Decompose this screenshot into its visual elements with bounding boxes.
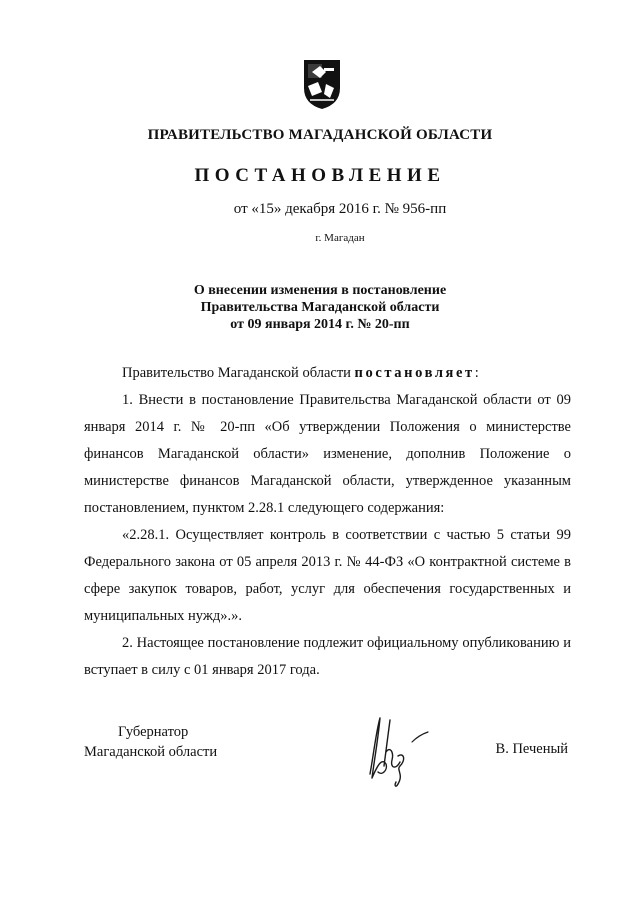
item-2-paragraph: 2. Настоящее постановление подлежит официальному опубликованию и вступает в силу с 01 января 2017 года. [84, 635, 571, 678]
document-type-heading: ПОСТАНОВЛЕНИЕ [194, 165, 446, 186]
item-1-paragraph: 1. Внести в постановление Правительства Магаданской области от 09 января 2014 г. № 20-пп «Об утверждении Положения о министерстве финансов Магаданской области» изменение, дополнив Положение о министерстве финансов Магаданской области, утвержденное указанным постановлением, пунктом 2.28.1 следующего содержания: [84, 392, 571, 516]
handwritten-signature [360, 712, 432, 792]
subject-line: от 09 января 2014 г. № 20-пп [230, 317, 410, 332]
magadan-region-emblem-icon [300, 58, 344, 110]
signatory-title-line: Магаданской области [84, 744, 218, 760]
subject-line: О внесении изменения в постановление [193, 283, 447, 298]
item-1-quote-paragraph: «2.28.1. Осуществляет контроль в соответствии с частью 5 статьи 99 Федерального закона от 05 апреля 2013 г. № 44-ФЗ «О контрактной системе в сфере закупок товаров, работ, услуг для обеспечения государственных и муниципальных нужд».». [84, 527, 571, 624]
intro-paragraph [84, 360, 571, 387]
intro-prefix: Правительство Магаданской области [122, 365, 355, 381]
intro-suffix: : [474, 365, 479, 381]
signatory-title-line: Губернатор [118, 724, 189, 740]
signatory-title [84, 722, 217, 762]
subject-line: Правительства Магаданской области [200, 300, 440, 315]
city-label: г. Магадан [315, 232, 365, 244]
document-subject [0, 282, 640, 333]
document-body [84, 360, 571, 684]
signer-name: В. Печеный [495, 741, 568, 757]
intro-decree-word: постановляет [354, 365, 475, 381]
organization-title: ПРАВИТЕЛЬСТВО МАГАДАНСКОЙ ОБЛАСТИ [147, 127, 493, 143]
document-date-number: от «15» декабря 2016 г. № 956-пп [233, 201, 447, 217]
